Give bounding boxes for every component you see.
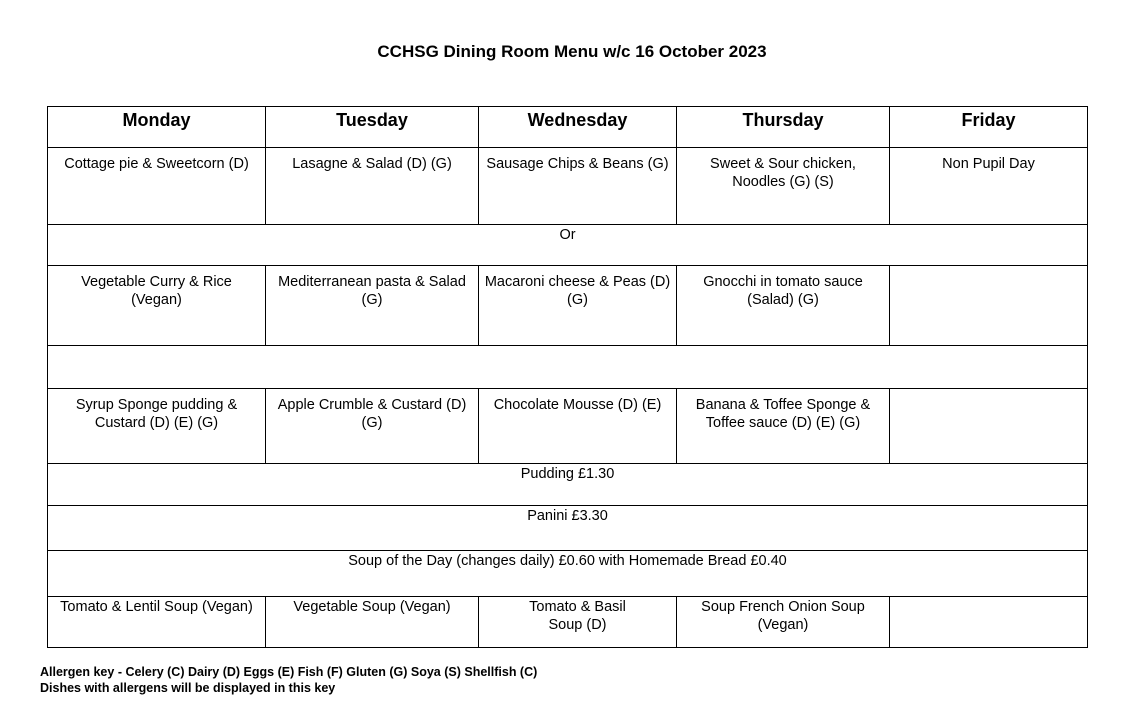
pudding-price-row — [48, 464, 1088, 506]
main-option-1-row — [48, 148, 1088, 225]
allergen-key-line: Allergen key - Celery (C) Dairy (D) Eggs (E) Fish (F) Gluten (G) Soya (S) Shellfish (C) — [40, 665, 538, 679]
spacer-row — [48, 346, 1088, 389]
main-1-monday: Cottage pie & Sweetcorn (D) — [48, 148, 266, 225]
page-title: CCHSG Dining Room Menu w/c 16 October 2023 — [377, 42, 767, 61]
day-header-friday: Friday — [890, 107, 1088, 148]
main-2-thursday: Gnocchi in tomato sauce (Salad) (G) — [677, 266, 890, 346]
pudding-wednesday: Chocolate Mousse (D) (E) — [479, 389, 677, 464]
panini-price-row — [48, 506, 1088, 551]
pudding-monday: Syrup Sponge pudding & Custard (D) (E) (G) — [48, 389, 266, 464]
main-1-thursday: Sweet & Sour chicken, Noodles (G) (S) — [677, 148, 890, 225]
main-2-tuesday: Mediterranean pasta & Salad (G) — [266, 266, 479, 346]
soup-friday — [890, 597, 1088, 648]
main-2-wednesday: Macaroni cheese & Peas (D) (G) — [479, 266, 677, 346]
day-header-row — [48, 107, 1088, 148]
pudding-tuesday: Apple Crumble & Custard (D) (G) — [266, 389, 479, 464]
main-2-friday — [890, 266, 1088, 346]
day-header-tuesday: Tuesday — [266, 107, 479, 148]
allergen-note-line: Dishes with allergens will be displayed in this key — [40, 681, 336, 695]
soup-wednesday: Tomato & Basil Soup (D) — [479, 597, 677, 648]
day-header-thursday: Thursday — [677, 107, 890, 148]
soup-of-day: Soup of the Day (changes daily) £0.60 with Homemade Bread £0.40 — [48, 551, 1088, 597]
main-1-friday: Non Pupil Day — [890, 148, 1088, 225]
or-label: Or — [48, 225, 1088, 266]
day-header-wednesday: Wednesday — [479, 107, 677, 148]
pudding-friday — [890, 389, 1088, 464]
pudding-thursday: Banana & Toffee Sponge & Toffee sauce (D) (E) (G) — [677, 389, 890, 464]
pudding-row — [48, 389, 1088, 464]
panini-price: Panini £3.30 — [48, 506, 1088, 551]
soups-row — [48, 597, 1088, 648]
soup-tuesday: Vegetable Soup (Vegan) — [266, 597, 479, 648]
day-header-monday: Monday — [48, 107, 266, 148]
allergen-key — [40, 664, 537, 696]
menu-table — [47, 106, 1088, 648]
spacer-cell — [48, 346, 1088, 389]
soup-of-day-row — [48, 551, 1088, 597]
main-2-monday: Vegetable Curry & Rice (Vegan) — [48, 266, 266, 346]
main-1-tuesday: Lasagne & Salad (D) (G) — [266, 148, 479, 225]
soup-thursday: Soup French Onion Soup (Vegan) — [677, 597, 890, 648]
main-option-2-row — [48, 266, 1088, 346]
soup-monday: Tomato & Lentil Soup (Vegan) — [48, 597, 266, 648]
or-row — [48, 225, 1088, 266]
main-1-wednesday: Sausage Chips & Beans (G) — [479, 148, 677, 225]
pudding-price: Pudding £1.30 — [48, 464, 1088, 506]
